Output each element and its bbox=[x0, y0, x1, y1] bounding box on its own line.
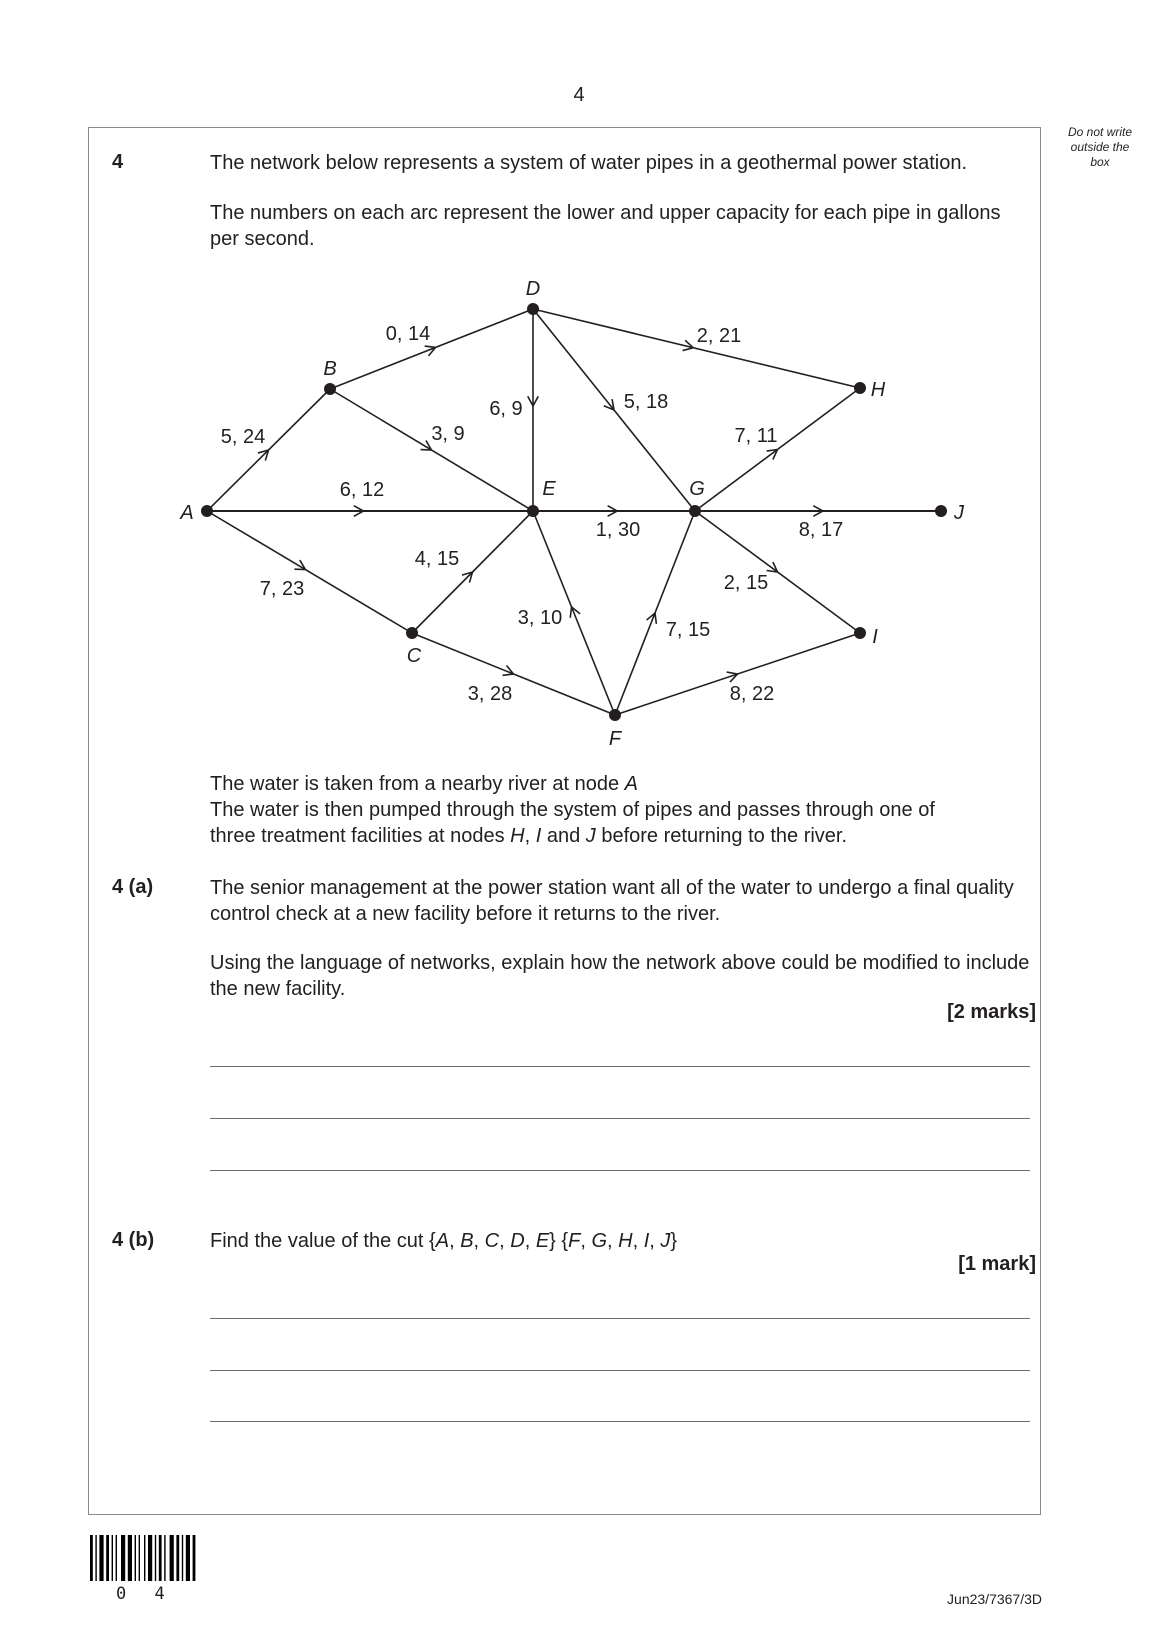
barcode-bar bbox=[128, 1535, 132, 1581]
source-text-prefix: The water is taken from a nearby river at node bbox=[210, 773, 625, 795]
node-f bbox=[609, 709, 621, 721]
separator: , bbox=[524, 825, 536, 847]
arc-capacity-label: 8, 17 bbox=[798, 519, 844, 541]
barcode-bar bbox=[95, 1535, 96, 1581]
arc-capacity-label: 3, 9 bbox=[431, 423, 465, 445]
node-labels-layer bbox=[179, 278, 965, 750]
answer-line[interactable] bbox=[210, 1170, 1030, 1171]
node-label: D bbox=[525, 278, 541, 300]
flow-text-2 bbox=[210, 823, 1040, 849]
barcode-bar bbox=[99, 1535, 103, 1581]
node-h-ref: H bbox=[510, 825, 525, 847]
arc-b-d bbox=[330, 309, 533, 389]
margin-note-line: outside the bbox=[1070, 140, 1130, 154]
cut-set-1: {A, B, C, D, E} bbox=[429, 1230, 556, 1252]
node-label: I bbox=[872, 626, 878, 648]
barcode-bar bbox=[135, 1535, 136, 1581]
node-label: F bbox=[608, 728, 622, 750]
flow-text-2-prefix: three treatment facilities at nodes bbox=[210, 825, 511, 847]
arc-capacity-label: 5, 18 bbox=[623, 391, 669, 413]
arc-capacity-label: 3, 10 bbox=[517, 607, 563, 629]
node-label: B bbox=[323, 358, 337, 380]
barcode-bar bbox=[121, 1535, 125, 1581]
node-label: E bbox=[542, 478, 556, 500]
barcode-bar bbox=[186, 1535, 190, 1581]
cut-node: E bbox=[535, 1230, 550, 1252]
cut-node: F bbox=[568, 1230, 581, 1252]
source-text bbox=[210, 771, 1030, 797]
flow-text-1: The water is then pumped through the system of pipes and passes through one of bbox=[210, 799, 935, 821]
answer-line[interactable] bbox=[210, 1118, 1030, 1119]
arcs-layer bbox=[207, 309, 941, 715]
answer-line[interactable] bbox=[210, 1318, 1030, 1319]
arc-capacity-label: 1, 30 bbox=[595, 519, 641, 541]
arc-capacity-label: 0, 14 bbox=[385, 323, 431, 345]
part-a-label: 4 (a) bbox=[112, 876, 154, 898]
node-label: A bbox=[180, 502, 194, 524]
barcode-bar bbox=[139, 1535, 140, 1581]
arc-capacity-label: 5, 24 bbox=[220, 426, 266, 448]
barcode-bar bbox=[159, 1535, 162, 1581]
node-g bbox=[689, 505, 701, 517]
arc-capacity-label: 2, 21 bbox=[696, 325, 742, 347]
arc-capacity-label: 7, 15 bbox=[665, 619, 711, 641]
arc-d-h bbox=[533, 309, 860, 388]
node-b bbox=[324, 383, 336, 395]
arc-capacity-label: 4, 15 bbox=[414, 548, 460, 570]
arc-capacity-label: 2, 15 bbox=[723, 572, 769, 594]
node-d bbox=[527, 303, 539, 315]
cut-node: I bbox=[643, 1230, 650, 1252]
part-a-marks: [2 marks] bbox=[947, 1001, 1036, 1023]
part-b-label: 4 (b) bbox=[112, 1229, 155, 1251]
barcode-bar bbox=[182, 1535, 183, 1581]
node-label: C bbox=[406, 645, 422, 667]
barcode-bar bbox=[155, 1535, 156, 1581]
node-i-ref: I bbox=[535, 825, 542, 847]
cut-node: C bbox=[484, 1230, 500, 1252]
question-intro: The network below represents a system of water pipes in a geothermal power station. bbox=[210, 152, 968, 174]
flow-text-2-suffix: before returning to the river. bbox=[595, 825, 848, 847]
barcode-bar bbox=[176, 1535, 179, 1581]
cut-node: B bbox=[460, 1230, 474, 1252]
cut-node: A bbox=[435, 1230, 450, 1252]
barcode-bar bbox=[112, 1535, 113, 1581]
node-i bbox=[854, 627, 866, 639]
barcode-bar bbox=[144, 1535, 145, 1581]
barcode-bar bbox=[106, 1535, 109, 1581]
source-node: A bbox=[624, 773, 638, 795]
arc-capacity-label: 7, 23 bbox=[259, 578, 305, 600]
barcode-bar bbox=[90, 1535, 93, 1581]
node-label: H bbox=[870, 379, 886, 401]
part-b-text bbox=[210, 1228, 1030, 1254]
part-b-text-prefix: Find the value of the cut bbox=[210, 1230, 430, 1252]
cut-node: D bbox=[510, 1230, 525, 1252]
barcode-bar bbox=[164, 1535, 165, 1581]
network-diagram bbox=[0, 0, 1158, 760]
part-b-marks: [1 mark] bbox=[958, 1253, 1036, 1275]
node-j bbox=[935, 505, 947, 517]
arc-capacity-label: 6, 12 bbox=[339, 479, 385, 501]
barcode bbox=[88, 1535, 198, 1583]
barcode-bar bbox=[116, 1535, 117, 1581]
separator: and bbox=[541, 825, 586, 847]
margin-note-line: Do not write bbox=[1067, 125, 1133, 139]
node-j-ref: J bbox=[585, 825, 596, 847]
part-a-text-2: Using the language of networks, explain how the network above could be modified to include the new facility. bbox=[210, 952, 1030, 1000]
capacity-note: The numbers on each arc represent the lower and upper capacity for each pipe in gallons per second. bbox=[210, 202, 1001, 250]
node-h bbox=[854, 382, 866, 394]
margin-note-line: box bbox=[1090, 155, 1110, 169]
answer-line[interactable] bbox=[210, 1421, 1030, 1422]
barcode-digits: 0 4 bbox=[116, 1584, 174, 1604]
node-a bbox=[201, 505, 213, 517]
answer-line[interactable] bbox=[210, 1066, 1030, 1067]
answer-line[interactable] bbox=[210, 1370, 1030, 1371]
node-c bbox=[406, 627, 418, 639]
barcode-bar bbox=[148, 1535, 152, 1581]
node-label: J bbox=[954, 502, 964, 524]
arc-capacity-label: 8, 22 bbox=[729, 683, 775, 705]
arc-capacity-label: 6, 9 bbox=[489, 398, 523, 420]
part-a-text-1: The senior management at the power station want all of the water to undergo a final quality control check at a new facility before it returns to the river. bbox=[210, 877, 1014, 925]
barcode-bar bbox=[193, 1535, 196, 1581]
cut-node: G bbox=[591, 1230, 607, 1252]
arc-capacity-label: 7, 11 bbox=[734, 425, 778, 447]
cut-node: J bbox=[660, 1230, 671, 1252]
footer-code: Jun23/7367/3D bbox=[947, 1591, 1042, 1607]
barcode-bar bbox=[170, 1535, 174, 1581]
page-number: 4 bbox=[573, 84, 585, 106]
node-e bbox=[527, 505, 539, 517]
cut-node: H bbox=[618, 1230, 633, 1252]
cut-set-2: {F, G, H, I, J} bbox=[561, 1230, 678, 1252]
arc-capacity-label: 3, 28 bbox=[467, 683, 513, 705]
node-label: G bbox=[689, 478, 705, 500]
question-number: 4 bbox=[112, 151, 124, 173]
arc-a-c bbox=[207, 511, 412, 633]
